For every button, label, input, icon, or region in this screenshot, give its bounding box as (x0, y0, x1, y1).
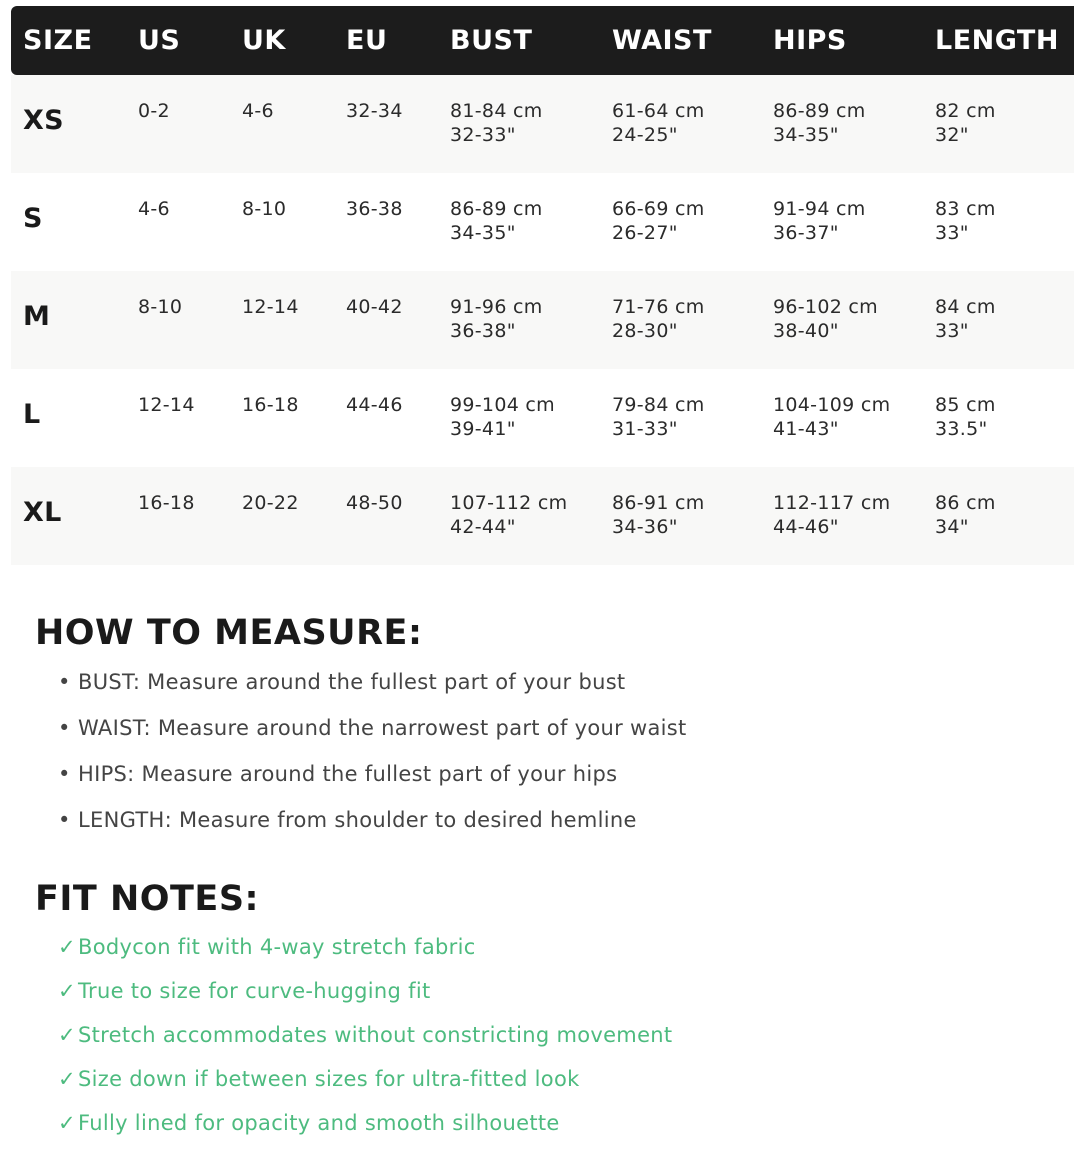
uk-size: 12-14 (242, 296, 299, 318)
length-in: 33" (935, 320, 969, 342)
bust-cm: 107-112 cm (450, 492, 568, 514)
length-measure (923, 369, 1074, 441)
checkmark-icon: ✓ (58, 1067, 76, 1091)
hips-in: 44-46" (773, 516, 839, 538)
length-measure (923, 173, 1074, 245)
checkmark-icon: ✓ (58, 1023, 76, 1047)
table-header (11, 6, 1074, 75)
header-us: US (138, 25, 181, 56)
bust-cm: 91-96 cm (450, 296, 543, 318)
bullet-icon: • (58, 716, 71, 740)
uk-size: 16-18 (242, 394, 299, 416)
list-item (58, 670, 687, 716)
uk-size: 4-6 (242, 100, 274, 122)
waist-cm: 79-84 cm (612, 394, 705, 416)
length-measure (923, 467, 1074, 539)
us-size: 8-10 (138, 296, 183, 318)
bust-in: 36-38" (450, 320, 516, 342)
eu-size: 48-50 (346, 492, 403, 514)
waist-cm: 86-91 cm (612, 492, 705, 514)
hips-measure (761, 369, 923, 441)
fit-note: True to size for curve-hugging fit (78, 979, 431, 1003)
table-row (11, 75, 1074, 173)
hips-in: 38-40" (773, 320, 839, 342)
fit-note: Size down if between sizes for ultra-fitted look (78, 1067, 580, 1091)
size-label: S (23, 203, 43, 234)
hips-in: 34-35" (773, 124, 839, 146)
waist-in: 34-36" (612, 516, 678, 538)
bust-cm: 99-104 cm (450, 394, 555, 416)
us-size: 16-18 (138, 492, 195, 514)
bust-measure (438, 369, 600, 441)
bust-in: 39-41" (450, 418, 516, 440)
table-row (11, 467, 1074, 565)
measure-instruction: LENGTH: Measure from shoulder to desired hemline (78, 808, 637, 832)
bullet-icon: • (58, 808, 71, 832)
bust-in: 42-44" (450, 516, 516, 538)
waist-measure (600, 467, 761, 539)
fit-notes-title: FIT NOTES: (35, 879, 260, 919)
fit-note: Bodycon fit with 4-way stretch fabric (78, 935, 476, 959)
hips-measure (761, 467, 923, 539)
hips-measure (761, 75, 923, 147)
waist-in: 28-30" (612, 320, 678, 342)
list-item (58, 979, 672, 1023)
hips-cm: 86-89 cm (773, 100, 866, 122)
list-item (58, 1067, 672, 1111)
header-bust: BUST (450, 25, 533, 56)
hips-in: 41-43" (773, 418, 839, 440)
bust-measure (438, 75, 600, 147)
uk-size: 20-22 (242, 492, 299, 514)
us-size: 12-14 (138, 394, 195, 416)
size-label: XS (23, 105, 64, 136)
length-cm: 85 cm (935, 394, 996, 416)
hips-measure (761, 271, 923, 343)
waist-cm: 61-64 cm (612, 100, 705, 122)
checkmark-icon: ✓ (58, 935, 76, 959)
hips-cm: 91-94 cm (773, 198, 866, 220)
measure-instruction: WAIST: Measure around the narrowest part of your waist (78, 716, 687, 740)
list-item (58, 935, 672, 979)
fit-note: Fully lined for opacity and smooth silhouette (78, 1111, 560, 1135)
waist-measure (600, 271, 761, 343)
bust-in: 34-35" (450, 222, 516, 244)
hips-in: 36-37" (773, 222, 839, 244)
hips-measure (761, 173, 923, 245)
fit-note: Stretch accommodates without constricting movement (78, 1023, 673, 1047)
waist-cm: 71-76 cm (612, 296, 705, 318)
waist-in: 24-25" (612, 124, 678, 146)
list-item (58, 762, 687, 808)
eu-size: 44-46 (346, 394, 403, 416)
header-length: LENGTH (935, 25, 1059, 56)
us-size: 4-6 (138, 198, 170, 220)
hips-cm: 104-109 cm (773, 394, 891, 416)
waist-in: 26-27" (612, 222, 678, 244)
measure-instruction: BUST: Measure around the fullest part of your bust (78, 670, 626, 694)
hips-cm: 112-117 cm (773, 492, 891, 514)
length-cm: 83 cm (935, 198, 996, 220)
length-measure (923, 75, 1074, 147)
waist-in: 31-33" (612, 418, 678, 440)
length-in: 32" (935, 124, 969, 146)
length-cm: 84 cm (935, 296, 996, 318)
hips-cm: 96-102 cm (773, 296, 878, 318)
length-measure (923, 271, 1074, 343)
eu-size: 36-38 (346, 198, 403, 220)
table-row (11, 369, 1074, 467)
us-size: 0-2 (138, 100, 170, 122)
length-cm: 82 cm (935, 100, 996, 122)
table-row (11, 271, 1074, 369)
length-in: 33" (935, 222, 969, 244)
length-in: 34" (935, 516, 969, 538)
list-item (58, 1023, 672, 1067)
size-label: M (23, 301, 51, 332)
length-cm: 86 cm (935, 492, 996, 514)
bust-cm: 86-89 cm (450, 198, 543, 220)
bullet-icon: • (58, 670, 71, 694)
checkmark-icon: ✓ (58, 979, 76, 1003)
bust-measure (438, 467, 600, 539)
header-eu: EU (346, 25, 388, 56)
list-item (58, 808, 687, 854)
waist-cm: 66-69 cm (612, 198, 705, 220)
how-to-measure-list (58, 670, 687, 854)
fit-notes-list (58, 935, 672, 1155)
uk-size: 8-10 (242, 198, 287, 220)
waist-measure (600, 173, 761, 245)
bust-in: 32-33" (450, 124, 516, 146)
measure-instruction: HIPS: Measure around the fullest part of your hips (78, 762, 618, 786)
size-label: L (23, 399, 41, 430)
how-to-measure-title: HOW TO MEASURE: (35, 613, 423, 653)
header-uk: UK (242, 25, 286, 56)
eu-size: 32-34 (346, 100, 403, 122)
list-item (58, 1111, 672, 1155)
waist-measure (600, 369, 761, 441)
eu-size: 40-42 (346, 296, 403, 318)
bullet-icon: • (58, 762, 71, 786)
size-chart-table (11, 6, 1074, 565)
bust-measure (438, 173, 600, 245)
length-in: 33.5" (935, 418, 988, 440)
checkmark-icon: ✓ (58, 1111, 76, 1135)
bust-measure (438, 271, 600, 343)
header-size: SIZE (23, 25, 93, 56)
bust-cm: 81-84 cm (450, 100, 543, 122)
waist-measure (600, 75, 761, 147)
header-hips: HIPS (773, 25, 847, 56)
size-label: XL (23, 497, 62, 528)
header-waist: WAIST (612, 25, 712, 56)
list-item (58, 716, 687, 762)
table-row (11, 173, 1074, 271)
